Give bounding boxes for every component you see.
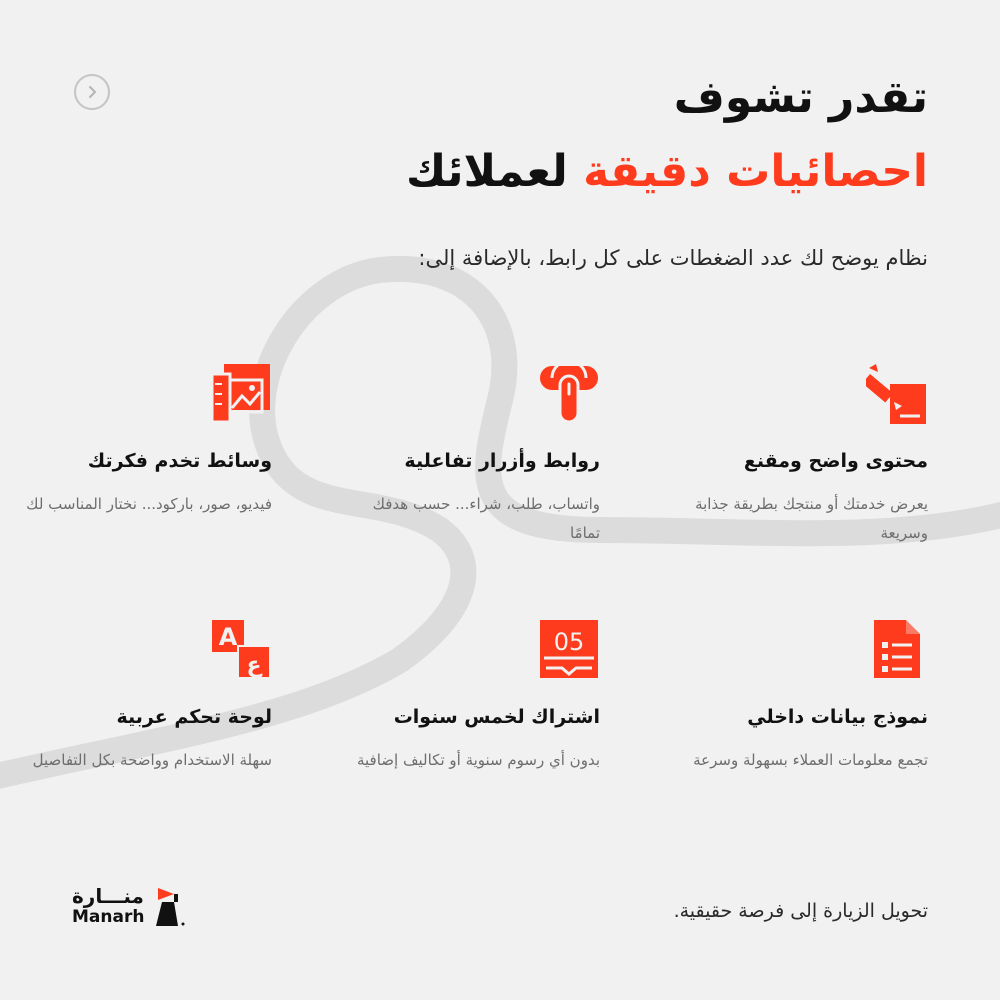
feature-description: واتساب، طلب، شراء... حسب هدفك تمامًا — [372, 495, 600, 542]
feature-description: فيديو، صور، باركود... نختار المناسب لك — [26, 495, 272, 513]
language-translate-icon — [210, 618, 272, 680]
headline-line-2 — [406, 134, 928, 210]
feature-description: سهلة الاستخدام وواضحة بكل التفاصيل — [32, 751, 272, 769]
next-button[interactable] — [74, 74, 110, 110]
feature-card — [678, 362, 928, 548]
pen-writing-icon — [866, 362, 928, 424]
feature-title: لوحة تحكم عربية — [116, 706, 272, 728]
feature-card — [350, 362, 600, 548]
form-document-icon — [866, 618, 928, 680]
feature-title: وسائط تخدم فكرتك — [87, 450, 272, 472]
feature-description: تجمع معلومات العملاء بسهولة وسرعة — [693, 751, 928, 769]
touch-button-icon — [538, 362, 600, 424]
headline — [406, 62, 928, 210]
feature-description: بدون أي رسوم سنوية أو تكاليف إضافية — [356, 751, 600, 769]
calendar-05-icon — [538, 618, 600, 680]
feature-title: نموذج بيانات داخلي — [747, 706, 928, 728]
feature-title: اشتراك لخمس سنوات — [393, 706, 600, 728]
feature-card — [350, 618, 600, 775]
brand-wordmark — [72, 885, 144, 927]
headline-accent: احصائيات دقيقة — [583, 146, 928, 197]
latin-letter: A — [218, 623, 238, 651]
headline-rest: لعملائك — [405, 146, 568, 197]
feature-card — [22, 362, 272, 519]
footer-tagline: تحويل الزيارة إلى فرصة حقيقية. — [673, 900, 928, 922]
media-gallery-icon — [210, 362, 272, 424]
calendar-number: 05 — [553, 628, 585, 656]
intro-text: نظام يوضح لك عدد الضغطات على كل رابط، بالإضافة إلى: — [418, 246, 928, 270]
chevron-right-icon — [85, 85, 99, 99]
feature-title: محتوى واضح ومقنع — [743, 450, 928, 472]
lighthouse-logo-icon — [152, 884, 186, 928]
headline-line-1: تقدر تشوف — [673, 72, 928, 123]
feature-card — [22, 618, 272, 775]
brand-name-arabic: منـــارة — [72, 884, 144, 908]
feature-card — [678, 618, 928, 775]
brand-logo — [72, 884, 186, 928]
arabic-letter: ع — [246, 653, 262, 678]
feature-description: يعرض خدمتك أو منتجك بطريقة جذابة وسريعة — [695, 495, 928, 542]
feature-title: روابط وأزرار تفاعلية — [404, 450, 600, 472]
brand-name-english: Manarh — [72, 907, 145, 927]
